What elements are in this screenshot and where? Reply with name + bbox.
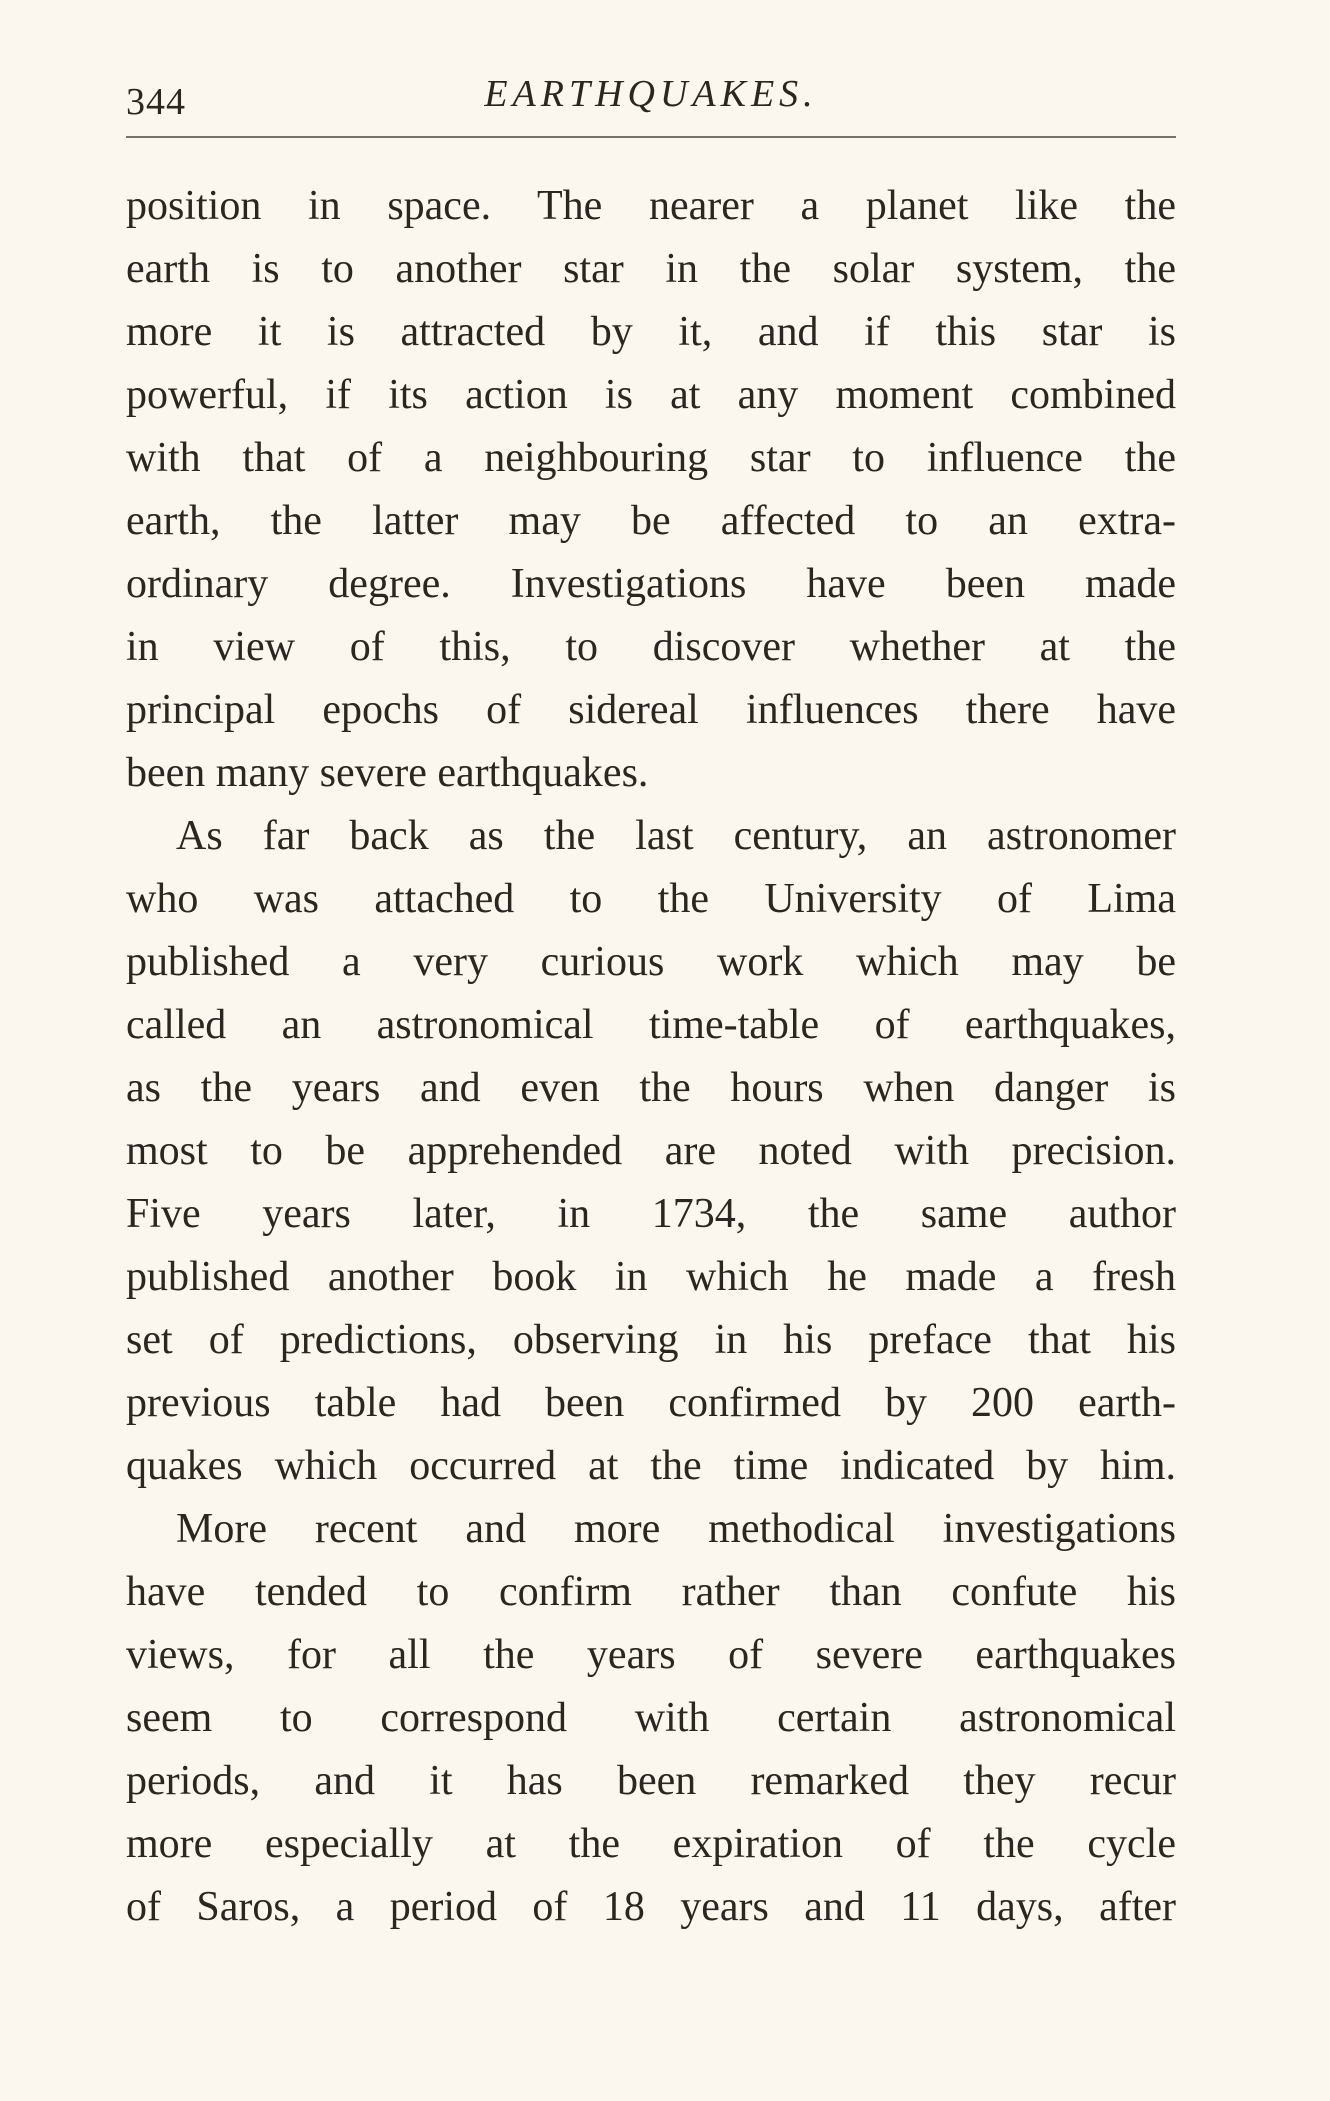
text-line: been many severe earthquakes.	[126, 750, 649, 796]
text-line: who was attached to the University of Lima	[126, 876, 1176, 922]
text-line: set of predictions, observing in his preface that his	[126, 1317, 1176, 1363]
text-line: more especially at the expiration of the cycle	[126, 1821, 1176, 1867]
paragraph-2	[126, 805, 1176, 1498]
text-line: position in space. The nearer a planet like the	[126, 183, 1176, 229]
text-line: ordinary degree. Investigations have been made	[126, 561, 1176, 607]
text-line: of Saros, a period of 18 years and 11 days, after	[126, 1884, 1176, 1930]
text-line: earth is to another star in the solar system, the	[126, 246, 1176, 292]
text-line: have tended to confirm rather than confute his	[126, 1569, 1176, 1615]
paragraph-1	[126, 175, 1176, 805]
running-title: EARTHQUAKES.	[484, 73, 818, 115]
text-line: as the years and even the hours when danger is	[126, 1065, 1176, 1111]
text-line: principal epochs of sidereal influences there have	[126, 687, 1176, 733]
text-line: published a very curious work which may be	[126, 939, 1176, 985]
body-text	[126, 175, 1176, 1939]
text-line: periods, and it has been remarked they recur	[126, 1758, 1176, 1804]
header-rule	[126, 136, 1176, 138]
text-line: previous table had been confirmed by 200 earth-	[126, 1380, 1176, 1426]
page-number: 344	[126, 81, 186, 123]
text-line: earth, the latter may be affected to an extra-	[126, 498, 1176, 544]
text-line: More recent and more methodical investigations	[176, 1506, 1176, 1552]
text-line: views, for all the years of severe earthquakes	[126, 1632, 1176, 1678]
text-line: quakes which occurred at the time indicated by him.	[126, 1443, 1176, 1489]
text-line: with that of a neighbouring star to influence the	[126, 435, 1176, 481]
text-line: called an astronomical time-table of earthquakes,	[126, 1002, 1176, 1048]
text-line: in view of this, to discover whether at the	[126, 624, 1176, 670]
text-line: published another book in which he made a fresh	[126, 1254, 1176, 1300]
page-header	[126, 72, 1176, 132]
text-line: powerful, if its action is at any moment combined	[126, 372, 1176, 418]
text-line: seem to correspond with certain astronomical	[126, 1695, 1176, 1741]
text-line: As far back as the last century, an astronomer	[176, 813, 1176, 859]
text-line: more it is attracted by it, and if this star is	[126, 309, 1176, 355]
paragraph-3	[126, 1498, 1176, 1939]
text-line: Five years later, in 1734, the same author	[126, 1191, 1176, 1237]
text-line: most to be apprehended are noted with precision.	[126, 1128, 1176, 1174]
